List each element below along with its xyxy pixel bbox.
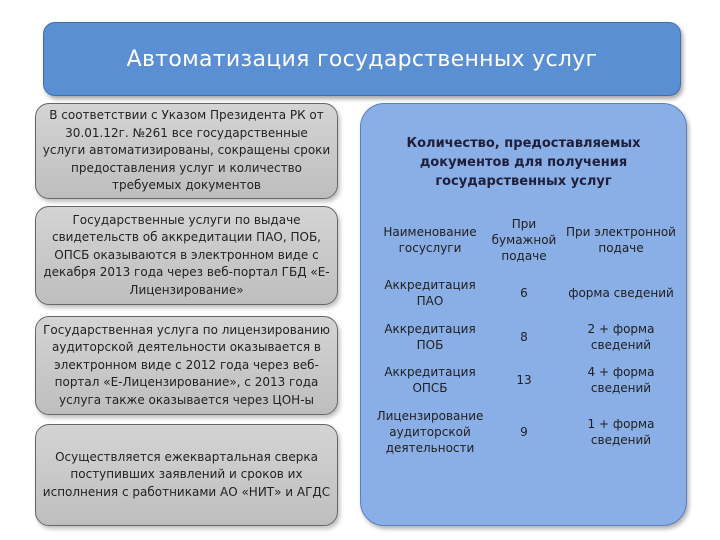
cell-electronic: 2 + форма сведений <box>587 322 655 352</box>
documents-panel <box>360 103 687 526</box>
cell-service: Аккредитация ПОБ <box>384 322 476 352</box>
table-row <box>371 316 683 358</box>
header-paper: При бумажной подаче <box>491 217 557 263</box>
panel-heading: Количество, предоставляемых документов для получения государственных услуг <box>406 136 641 189</box>
table-header-row <box>371 210 683 270</box>
cell-electronic: форма сведений <box>568 286 674 300</box>
cell-service: Аккредитация ПАО <box>384 278 476 308</box>
info-box-decree: В соответствии с Указом Президента РК от 30.01.12г. №261 все государственные услуги автоматизированы, сокращены сроки предоставления услуг и количество требуемых документов <box>35 103 338 199</box>
info-box-reconciliation: Осуществляется ежеквартальная сверка поступивших заявлений и сроков их исполнения с работниками АО «НИТ» и АГДС <box>35 424 338 526</box>
cell-paper: 9 <box>520 425 528 439</box>
cell-service: Аккредитация ОПСБ <box>384 365 476 395</box>
header-service-name: Наименование госуслуги <box>383 225 477 255</box>
cell-service: Лицензирование аудиторской деятельности <box>376 409 484 455</box>
cell-electronic: 4 + форма сведений <box>587 365 655 395</box>
cell-paper: 6 <box>520 286 528 300</box>
table-row <box>371 358 683 402</box>
table-row <box>371 402 683 462</box>
info-box-accreditation: Государственные услуги по выдаче свидетельств об аккредитации ПАО, ПОБ, ОПСБ оказываются в электронном виде с декабря 2013 года через веб-портал ГБД «Е-Лицензирование» <box>35 206 338 305</box>
cell-electronic: 1 + форма сведений <box>587 417 655 447</box>
table-row <box>371 270 683 316</box>
info-box-licensing: Государственная услуга по лицензированию аудиторской деятельности оказывается в электронном виде с 2012 года через веб-портал «Е-Лицензирование», с 2013 года услуга также оказывается через ЦОН-ы <box>35 316 338 415</box>
cell-paper: 8 <box>520 330 528 344</box>
page-title: Автоматизация государственных услуг <box>126 46 598 72</box>
title-banner <box>43 22 681 96</box>
header-electronic: При электронной подаче <box>566 225 676 255</box>
cell-paper: 13 <box>516 373 532 387</box>
documents-table <box>371 210 683 462</box>
